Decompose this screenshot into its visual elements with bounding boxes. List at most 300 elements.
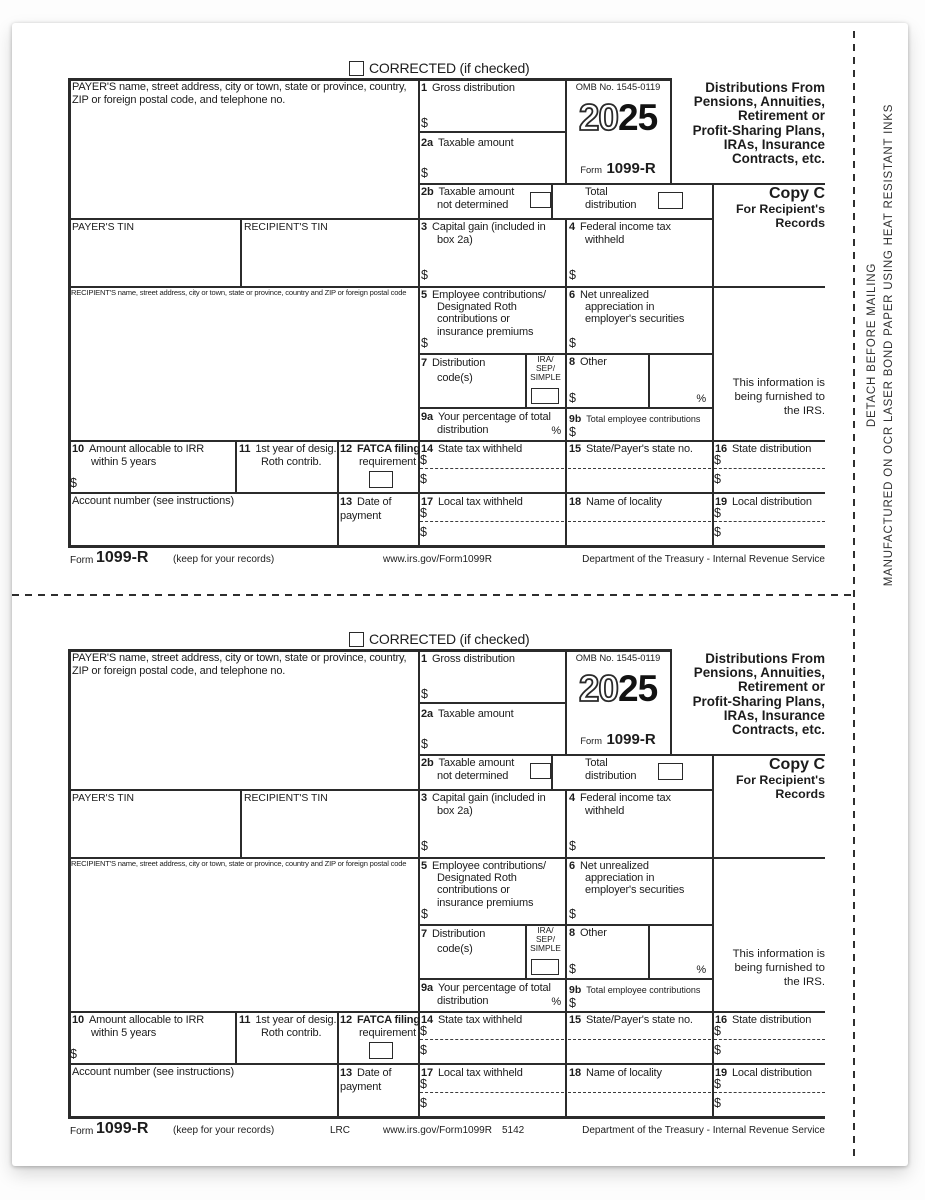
box-number: 16 (715, 1014, 727, 1026)
label-text: Taxable amount (437, 137, 514, 149)
grid-line (68, 789, 712, 791)
title-line: Distributions From (705, 80, 825, 95)
label-text: Other (579, 927, 607, 939)
title-line: Retirement or (737, 108, 825, 124)
entry-dash-line (568, 468, 711, 469)
label-line: employer's securities (585, 313, 685, 326)
label-line: not determined (437, 769, 509, 782)
label-line: requirement (359, 1026, 417, 1039)
box3-label (421, 221, 546, 247)
box16-label (715, 443, 811, 456)
account-number-cell: Account number (see instructions) (72, 1066, 234, 1078)
label-line: Records (775, 215, 825, 230)
label-text: Total employee contributions (586, 414, 701, 424)
entry-dash-line (568, 521, 711, 522)
box4-dollar-sign: $ (569, 839, 576, 853)
label-line: contributions or (437, 313, 510, 326)
box10-label (72, 1014, 204, 1040)
grid-line (68, 649, 71, 1116)
label-line (340, 495, 391, 509)
label-line: SEP/ (535, 363, 556, 373)
label-line: For Recipient's (735, 773, 825, 787)
paper-stock-text: MANUFACTURED ON OCR LASER BOND PAPER USING HEAT RESISTANT INKS (882, 103, 895, 587)
label-line: SIMPLE (530, 943, 561, 953)
label-line (72, 443, 204, 456)
box1-dollar-sign: $ (421, 687, 428, 701)
box2a-dollar-sign: $ (421, 737, 428, 751)
title-line: Profit-Sharing Plans, (692, 693, 825, 709)
label-text: Amount allocable to IRR (88, 443, 205, 455)
box13-label (340, 495, 391, 523)
box-number: 4 (569, 221, 575, 233)
label-text: Total employee contributions (586, 985, 701, 995)
year-bold-digits: 25 (618, 97, 658, 138)
form-number: 1099-R (606, 160, 656, 177)
label-text: State/Payer's state no. (585, 1014, 693, 1026)
label-text: Your percentage of total (437, 982, 551, 994)
box15-label (569, 443, 693, 456)
label-text: Gross distribution (431, 82, 515, 94)
grid-line (418, 924, 712, 926)
label-text: Local distribution (731, 1067, 812, 1079)
grid-line (68, 545, 825, 548)
box8-dollar-sign: $ (569, 962, 576, 976)
form-sheet (12, 23, 908, 1166)
label-line: payment (340, 1081, 382, 1093)
label-text: Employee contributions/ (431, 289, 546, 301)
box-number: 3 (421, 221, 427, 233)
box15-label (569, 1014, 693, 1027)
label-line (421, 927, 485, 942)
box6-dollar-sign: $ (569, 907, 576, 921)
note-line: This information is (732, 377, 825, 389)
grid-line (68, 78, 71, 545)
corrected-checkbox[interactable] (349, 632, 364, 647)
label-line: withheld (585, 233, 625, 246)
corrected-label: CORRECTED (if checked) (369, 60, 530, 76)
box16-label (715, 1014, 811, 1027)
label-line: box 2a) (437, 804, 473, 817)
total-distribution-label (585, 186, 636, 212)
box3-dollar-sign: $ (421, 839, 428, 853)
box7-label (421, 927, 485, 957)
label-line (421, 356, 485, 371)
grid-line (240, 789, 242, 857)
box19-label (715, 1067, 812, 1080)
box17-dollar-sign: $ (420, 1096, 427, 1110)
edge-print (864, 45, 898, 645)
box7-label (421, 356, 485, 386)
box17-label (421, 1067, 523, 1080)
box-number: 13 (340, 1067, 352, 1079)
label-line: IRA/ (537, 354, 554, 364)
box2b-label (421, 757, 514, 783)
grid-line (68, 1063, 825, 1065)
box16-dollar-sign: $ (714, 453, 721, 467)
label-text: Net unrealized (579, 289, 649, 301)
vertical-perforation-line (853, 31, 855, 1161)
box1-dollar-sign: $ (421, 116, 428, 130)
box-number: 2a (421, 708, 433, 720)
corrected-checkbox[interactable] (349, 61, 364, 76)
label-line: Designated Roth (437, 872, 517, 885)
label-line: contributions or (437, 884, 510, 897)
grid-line (551, 754, 553, 789)
box-number: 6 (569, 860, 575, 872)
note-line: This information is (732, 948, 825, 960)
box14-dollar-sign: $ (420, 472, 427, 486)
box10-label (72, 443, 204, 469)
box-number: 19 (715, 1067, 727, 1079)
box-number: 18 (569, 1067, 581, 1079)
box5-dollar-sign: $ (421, 336, 428, 350)
label-line: appreciation in (585, 872, 655, 885)
label-line (340, 1014, 420, 1027)
payers-tin-cell: PAYER'S TIN (72, 793, 135, 804)
total-distribution-label (585, 757, 636, 783)
box6-dollar-sign: $ (569, 336, 576, 350)
label-text: State tax withheld (437, 1014, 523, 1026)
note-line: the IRS. (783, 405, 825, 417)
title-line: Contracts, etc. (731, 722, 825, 738)
label-line: not determined (437, 198, 509, 211)
label-text: Capital gain (included in (431, 792, 546, 804)
box-number: 2a (421, 137, 433, 149)
label-line: SIMPLE (530, 372, 561, 382)
label-text: Employee contributions/ (431, 860, 546, 872)
label-line: Total (585, 757, 608, 769)
box14-dollar-sign: $ (420, 1024, 427, 1038)
label-line (239, 443, 336, 456)
label-line: requirement (359, 455, 417, 468)
label-line (421, 792, 546, 805)
box5-label (421, 860, 546, 909)
grid-line (240, 218, 242, 286)
box19-dollar-sign: $ (714, 506, 721, 520)
label-line: distribution (585, 769, 637, 782)
box17-dollar-sign: $ (420, 506, 427, 520)
label-text: 1st year of desig. (255, 1014, 337, 1026)
label-text: Date of (356, 496, 392, 508)
box-number: 14 (421, 1014, 433, 1026)
label-text: Taxable amount (438, 186, 515, 198)
box-number: 17 (421, 1067, 433, 1079)
box-number: 8 (569, 356, 575, 368)
label-text: Amount allocable to IRR (88, 1014, 205, 1026)
box16-dollar-sign: $ (714, 1043, 721, 1057)
label-line (569, 860, 684, 872)
label-line: SEP/ (535, 934, 556, 944)
label-text: Distribution (431, 357, 486, 369)
box2a-label (421, 708, 514, 721)
box2b-label (421, 186, 514, 212)
note-line: being furnished to (734, 391, 825, 403)
box-number: 12 (340, 1014, 352, 1026)
box9a-percent-sign: % (551, 425, 561, 437)
grid-line (712, 754, 714, 1116)
grid-line (418, 353, 712, 355)
box3-dollar-sign: $ (421, 268, 428, 282)
label-text: Federal income tax (579, 221, 671, 233)
box8-dollar-sign: $ (569, 391, 576, 405)
title-line: Pensions, Annuities, (693, 94, 825, 110)
label-line: appreciation in (585, 301, 655, 314)
label-text: Local tax withheld (437, 1067, 523, 1079)
label-text: Date of (356, 1067, 392, 1079)
box10-dollar-sign: $ (70, 476, 77, 490)
form-title (628, 652, 825, 737)
box18-label (569, 1067, 662, 1080)
label-line: within 5 years (91, 1026, 157, 1039)
box-number: 17 (421, 496, 433, 508)
title-line: Distributions From (705, 651, 825, 666)
label-line: within 5 years (91, 455, 157, 468)
title-line: IRAs, Insurance (723, 136, 825, 152)
label-line: code(s) (437, 372, 473, 384)
title-line: Profit-Sharing Plans, (692, 122, 825, 138)
label-line: distribution (585, 198, 637, 211)
box17-dollar-sign: $ (420, 525, 427, 539)
box-number: 7 (421, 928, 427, 940)
title-line: Pensions, Annuities, (693, 665, 825, 681)
label-text: FATCA filing (356, 1014, 420, 1026)
box-number: 11 (239, 1014, 251, 1026)
label-line: distribution (437, 423, 489, 436)
grid-line (68, 1011, 825, 1013)
label-line: Designated Roth (437, 301, 517, 314)
entry-dash-line (714, 1039, 825, 1040)
box2a-label (421, 137, 514, 150)
box17-dollar-sign: $ (420, 1077, 427, 1091)
label-line (421, 982, 551, 995)
form-title (628, 81, 825, 166)
footer-keep-note: (keep for your records) (173, 554, 275, 565)
box-number: 12 (340, 443, 352, 455)
recipients-tin-cell: RECIPIENT'S TIN (244, 222, 328, 233)
footer-irs-url: www.irs.gov/Form1099R (383, 554, 492, 565)
label-line: Total (585, 186, 608, 198)
irs-furnished-note (668, 376, 825, 418)
box3-label (421, 792, 546, 818)
grid-line (68, 1116, 825, 1119)
label-text: Net unrealized (579, 860, 649, 872)
entry-dash-line (714, 1092, 825, 1093)
box12-label (340, 443, 420, 469)
label-text: Name of locality (585, 496, 662, 508)
payer-name-address-cell: PAYER'S name, street address, city or town, state or province, country, ZIP or foreign postal code, and telephone no. (72, 81, 407, 106)
form-copy-1 (68, 55, 828, 570)
box-number: 7 (421, 357, 427, 369)
entry-dash-line (420, 521, 564, 522)
box-number: 4 (569, 792, 575, 804)
box-number: 13 (340, 496, 352, 508)
box-number: 9a (421, 982, 433, 994)
taxable-not-determined-checkbox[interactable] (530, 192, 551, 208)
payers-tin-cell: PAYER'S TIN (72, 222, 135, 233)
box4-label (569, 792, 671, 818)
grid-line (235, 440, 237, 492)
recipient-name-address-cell: RECIPIENT'S name, street address, city or town, state or province, country and ZIP or foreign postal code (71, 859, 407, 868)
box-number: 6 (569, 289, 575, 301)
label-line: insurance premiums (437, 325, 534, 338)
box-number: 5 (421, 860, 427, 872)
label-line (421, 186, 514, 199)
label-text: Gross distribution (431, 653, 515, 665)
grid-line (418, 702, 566, 704)
taxable-not-determined-checkbox[interactable] (530, 763, 551, 779)
label-line (340, 443, 420, 456)
footer-keep-note: (keep for your records) (173, 1125, 275, 1136)
box-number: 15 (569, 1014, 581, 1026)
box17-label (421, 496, 523, 509)
label-line (421, 860, 546, 872)
copy-c-label: Copy C (769, 185, 825, 202)
box1-label (421, 82, 515, 95)
footer-lrc-code: LRC (330, 1125, 351, 1136)
box9b-dollar-sign: $ (569, 425, 576, 439)
box-number: 14 (421, 443, 433, 455)
detach-before-mailing-text: DETACH BEFORE MAILING (866, 262, 878, 428)
box14-label (421, 1014, 522, 1027)
copy-c-sublabel (668, 774, 825, 802)
box6-label (569, 289, 684, 326)
box19-label (715, 496, 812, 509)
box10-dollar-sign: $ (70, 1047, 77, 1061)
label-text: State distribution (731, 443, 812, 455)
label-text: 1st year of desig. (255, 443, 337, 455)
label-line (569, 221, 671, 234)
box13-label (340, 1066, 391, 1094)
recipient-name-address-cell: RECIPIENT'S name, street address, city or town, state or province, country and ZIP or foreign postal code (71, 288, 407, 297)
label-line: payment (340, 510, 382, 522)
footer-irs-url: www.irs.gov/Form1099R (383, 1125, 492, 1136)
label-line: box 2a) (437, 233, 473, 246)
box19-dollar-sign: $ (714, 1077, 721, 1091)
label-text: State tax withheld (437, 443, 523, 455)
box8-label (569, 927, 607, 940)
form-word: Form (580, 165, 603, 175)
fatca-checkbox[interactable] (369, 1042, 393, 1059)
account-number-cell: Account number (see instructions) (72, 495, 234, 507)
year-outline-digits: 20 (578, 668, 618, 709)
box16-dollar-sign: $ (714, 1024, 721, 1038)
box14-dollar-sign: $ (420, 453, 427, 467)
fatca-checkbox[interactable] (369, 471, 393, 488)
grid-line (565, 218, 567, 545)
label-text: Federal income tax (579, 792, 671, 804)
label-line (72, 1014, 204, 1027)
label-text: FATCA filing (356, 443, 420, 455)
grid-line (68, 440, 825, 442)
grid-line (712, 183, 714, 545)
box11-label (239, 1014, 336, 1040)
note-line: the IRS. (783, 976, 825, 988)
corrected-label: CORRECTED (if checked) (369, 631, 530, 647)
footer-print-code: 5142 (502, 1125, 525, 1136)
label-line: Roth contrib. (261, 455, 322, 468)
box-number: 9b (569, 984, 582, 996)
box-number: 3 (421, 792, 427, 804)
label-line (421, 289, 546, 301)
label-line: distribution (437, 994, 489, 1007)
entry-dash-line (568, 1039, 711, 1040)
box-number: 16 (715, 443, 727, 455)
box-number: 1 (421, 653, 427, 665)
note-line: being furnished to (734, 962, 825, 974)
label-text: Your percentage of total (437, 411, 551, 423)
label-line (239, 1014, 336, 1027)
box19-dollar-sign: $ (714, 1096, 721, 1110)
form-number: 1099-R (606, 731, 656, 748)
label-line: Records (775, 786, 825, 801)
grid-line (68, 492, 825, 494)
box-number: 18 (569, 496, 581, 508)
grid-line (68, 218, 712, 220)
label-line (421, 411, 551, 424)
box2a-dollar-sign: $ (421, 166, 428, 180)
footer-form-number: 1099-R (96, 549, 149, 566)
box-number: 8 (569, 927, 575, 939)
label-text: Distribution (431, 928, 486, 940)
label-line: insurance premiums (437, 896, 534, 909)
ira-sep-simple-checkbox[interactable] (531, 959, 559, 975)
label-line (340, 1066, 391, 1080)
box-number: 1 (421, 82, 427, 94)
irs-furnished-note (668, 947, 825, 989)
title-line: IRAs, Insurance (723, 707, 825, 723)
box-number: 15 (569, 443, 581, 455)
label-text: Local tax withheld (437, 496, 523, 508)
label-line: For Recipient's (735, 202, 825, 216)
label-text: Taxable amount (437, 708, 514, 720)
label-text: Other (579, 356, 607, 368)
entry-dash-line (420, 1092, 564, 1093)
entry-dash-line (714, 521, 825, 522)
form-word: Form (580, 736, 603, 746)
label-line (421, 221, 546, 234)
box11-label (239, 443, 336, 469)
label-text: Taxable amount (438, 757, 515, 769)
box12-label (340, 1014, 420, 1040)
entry-dash-line (714, 468, 825, 469)
footer-department: Department of the Treasury - Internal Revenue Service (582, 1125, 825, 1136)
title-line: Retirement or (737, 679, 825, 695)
box16-dollar-sign: $ (714, 472, 721, 486)
label-text: Local distribution (731, 496, 812, 508)
year-outline-digits: 20 (578, 97, 618, 138)
label-line: code(s) (437, 943, 473, 955)
label-text: Name of locality (585, 1067, 662, 1079)
box-number: 9b (569, 413, 582, 425)
horizontal-perforation-line (12, 594, 854, 596)
ira-sep-simple-checkbox[interactable] (531, 388, 559, 404)
omb-number: OMB No. 1545-0119 (575, 653, 661, 663)
box-number: 10 (72, 1014, 84, 1026)
label-line: Roth contrib. (261, 1026, 322, 1039)
grid-line (235, 1011, 237, 1063)
label-text: State distribution (731, 1014, 812, 1026)
box-number: 11 (239, 443, 251, 455)
grid-line (565, 789, 567, 1116)
box8-label (569, 356, 607, 369)
label-line: IRA/ (537, 925, 554, 935)
entry-dash-line (420, 1039, 564, 1040)
box18-label (569, 496, 662, 509)
box8-percent-sign: % (696, 393, 706, 405)
box-number: 10 (72, 443, 84, 455)
box-number: 5 (421, 289, 427, 301)
footer-form-number: 1099-R (96, 1120, 149, 1137)
